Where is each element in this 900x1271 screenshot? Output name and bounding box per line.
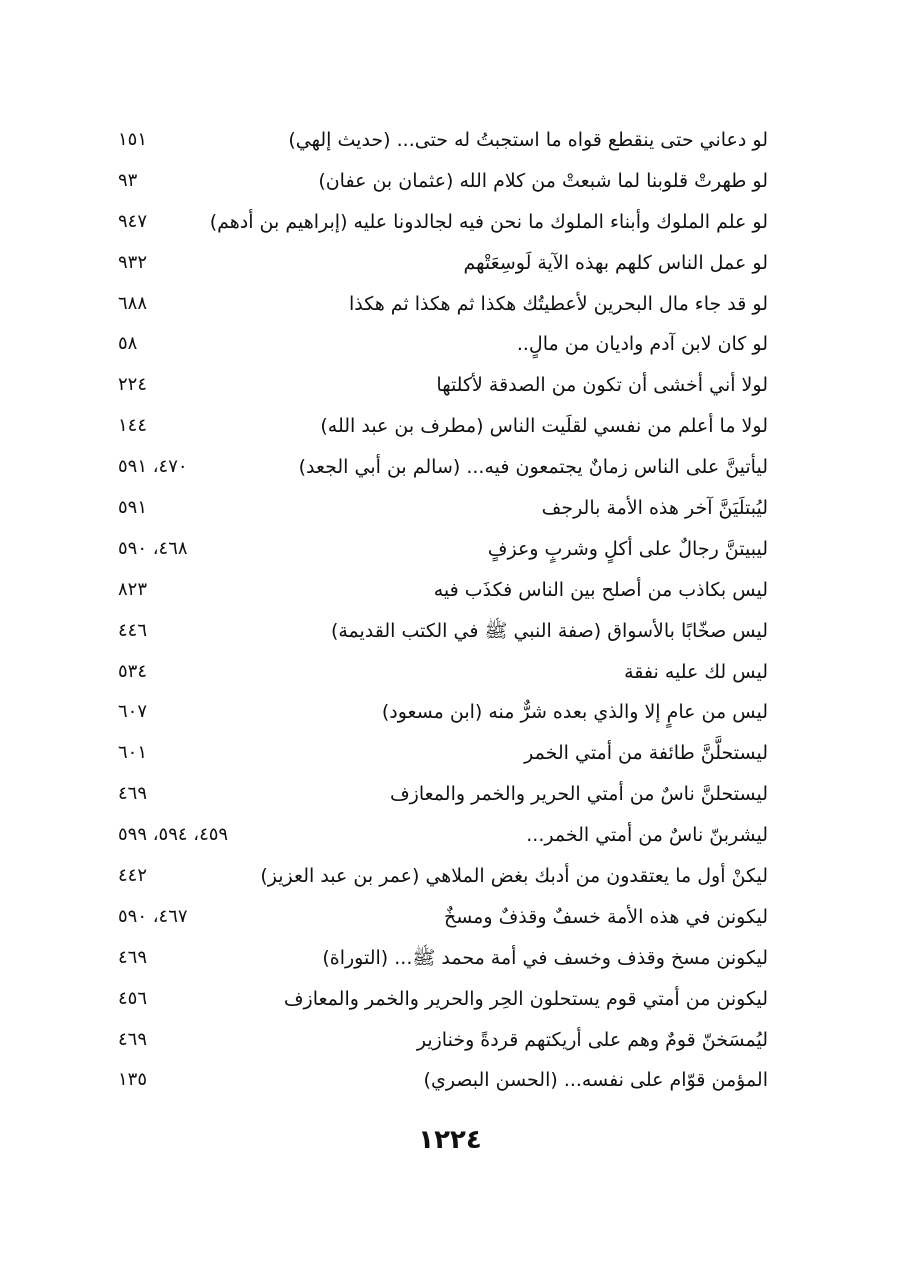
entry-page-references: ٥٣٤ <box>118 660 148 682</box>
index-entry <box>118 733 768 774</box>
index-entry <box>118 938 768 979</box>
entry-page-references: ٨٢٣ <box>118 578 148 600</box>
entry-page-references: ٦٠٧ <box>118 701 148 723</box>
entry-text: ليشربنّ ناسٌ من أمتي الخمر... <box>526 824 768 847</box>
entry-text: ليبيتنَّ رجالٌ على أكلٍ وشربٍ وعزفٍ <box>487 537 768 560</box>
entry-text: ليستحلَّنَّ طائفة من أمتي الخمر <box>524 742 768 765</box>
index-entry <box>118 1060 768 1101</box>
page-number: ١٢٢٤ <box>418 1125 482 1155</box>
entry-text: لو قد جاء مال البحرين لأعطيتُك هكذا ثم هكذا ثم هكذا <box>349 292 768 315</box>
entry-page-references: ٩٣ <box>118 169 138 191</box>
entry-text: لو عمل الناس كلهم بهذه الآية لَوسِعَتْهم <box>463 251 768 274</box>
index-entry <box>118 365 768 406</box>
entry-page-references: ٩٤٧ <box>118 210 148 232</box>
index-entry <box>118 120 768 161</box>
index-entry <box>118 856 768 897</box>
entry-text: لو علم الملوك وأبناء الملوك ما نحن فيه لجالدونا عليه (إبراهيم بن أدهم) <box>209 210 768 233</box>
index-entry <box>118 243 768 284</box>
entry-text: ليُبتلَيَنَّ آخر هذه الأمة بالرجف <box>541 497 768 520</box>
entry-text: ليأتينَّ على الناس زمانٌ يجتمعون فيه... (سالم بن أبي الجعد) <box>298 456 768 479</box>
entry-page-references: ٤٤٦ <box>118 619 148 641</box>
entry-text: ليس لك عليه نفقة <box>624 660 768 683</box>
entry-text: ليُمسَخنّ قومٌ وهم على أريكتهم قردةً وخنازير <box>416 1028 768 1051</box>
index-entry <box>118 611 768 652</box>
index-entry <box>118 447 768 488</box>
index-entry <box>118 324 768 365</box>
index-entry <box>118 815 768 856</box>
entry-page-references: ٤٥٦ <box>118 987 148 1009</box>
entry-text: لولا أني أخشى أن تكون من الصدقة لأكلتها <box>436 374 768 397</box>
entry-text: ليكونن في هذه الأمة خسفٌ وقذفٌ ومسخٌ <box>443 905 768 928</box>
entry-page-references: ٤٦٨، ٥٩٠ <box>118 537 188 559</box>
entry-page-references: ٤٥٩، ٥٩٤، ٥٩٩ <box>118 824 229 846</box>
index-entry <box>118 488 768 529</box>
index-entry <box>118 202 768 243</box>
index-entry <box>118 774 768 815</box>
index-entry <box>118 692 768 733</box>
entry-page-references: ٦٨٨ <box>118 292 148 314</box>
entry-text: ليكنْ أول ما يعتقدون من أدبك بغض الملاهي (عمر بن عبد العزيز) <box>260 865 768 888</box>
entry-page-references: ٤٤٢ <box>118 865 148 887</box>
entry-text: ليستحلنَّ ناسٌ من أمتي الحرير والخمر والمعازف <box>389 783 768 806</box>
index-entry <box>118 570 768 611</box>
entry-text: ليكونن مسخ وقذف وخسف في أمة محمد ﷺ... (التوراة) <box>322 946 768 969</box>
index-entry <box>118 979 768 1020</box>
entry-text: ليس من عامٍ إلا والذي بعده شرٌّ منه (ابن مسعود) <box>381 701 768 724</box>
index-entry <box>118 529 768 570</box>
entry-page-references: ٤٦٩ <box>118 946 148 968</box>
index-list <box>118 120 768 1101</box>
entry-page-references: ٤٧٠، ٥٩١ <box>118 456 188 478</box>
entry-page-references: ١٣٥ <box>118 1069 148 1091</box>
entry-page-references: ٥٩١ <box>118 497 148 519</box>
index-entry <box>118 897 768 938</box>
entry-text: لو طهرتْ قلوبنا لما شبعتْ من كلام الله (عثمان بن عفان) <box>318 169 768 192</box>
entry-page-references: ١٤٤ <box>118 415 148 437</box>
entry-page-references: ٩٣٢ <box>118 251 148 273</box>
entry-text: لو كان لابن آدم واديان من مالٍ.. <box>516 333 768 356</box>
entry-page-references: ٥٨ <box>118 333 138 355</box>
entry-text: المؤمن قوّام على نفسه... (الحسن البصري) <box>423 1069 768 1092</box>
index-entry <box>118 406 768 447</box>
index-entry <box>118 161 768 202</box>
entry-text: ليس بكاذب من أصلح بين الناس فكذَب فيه <box>433 578 768 601</box>
entry-page-references: ٤٦٩ <box>118 783 148 805</box>
index-entry <box>118 1020 768 1061</box>
entry-page-references: ٤٦٧، ٥٩٠ <box>118 905 188 927</box>
entry-page-references: ٢٢٤ <box>118 374 148 396</box>
entry-text: لولا ما أعلم من نفسي لقلَيت الناس (مطرف بن عبد الله) <box>320 415 768 438</box>
entry-text: لو دعاني حتى ينقطع قواه ما استجبتُ له حتى... (حديث إلهي) <box>288 129 768 151</box>
entry-text: ليكونن من أمتي قوم يستحلون الحِر والحرير والخمر والمعازف <box>283 987 768 1010</box>
index-entry <box>118 284 768 325</box>
entry-page-references: ٦٠١ <box>118 742 148 764</box>
entry-page-references: ١٥١ <box>118 129 148 150</box>
entry-text: ليس صخّابًا بالأسواق (صفة النبي ﷺ في الكتب القديمة) <box>330 619 768 642</box>
entry-page-references: ٤٦٩ <box>118 1028 148 1050</box>
index-entry <box>118 652 768 693</box>
